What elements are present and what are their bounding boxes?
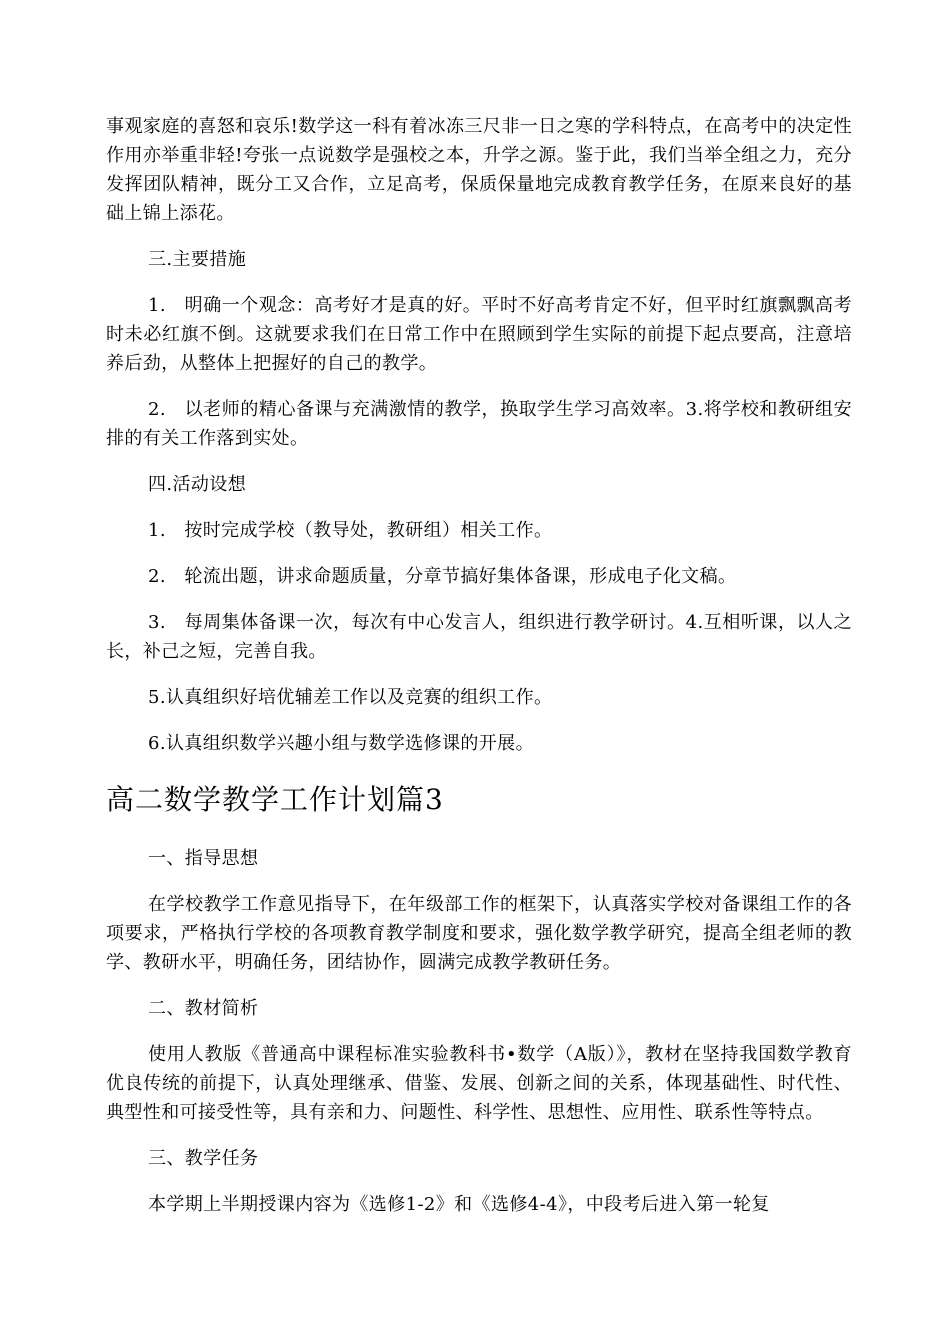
section-title: 高二数学教学工作计划篇3 bbox=[106, 783, 444, 816]
paragraph-activity-3: 3. 每周集体备课一次，每次有中心发言人，组织进行教学研讨。4.互相听课，以人之长，补己之短，完善自我。 bbox=[106, 612, 852, 662]
paragraph-activity-1: 1. 按时完成学校（教导处，教研组）相关工作。 bbox=[148, 520, 553, 541]
document-page bbox=[106, 112, 852, 1219]
paragraph-activity-5: 5.认真组织好培优辅差工作以及竞赛的组织工作。 bbox=[148, 687, 553, 708]
heading-teaching-tasks: 三、教学任务 bbox=[148, 1148, 259, 1169]
heading-main-measures: 三.主要措施 bbox=[148, 249, 247, 270]
paragraph-measure-1: 1. 明确一个观念：高考好才是真的好。平时不好高考肯定不好，但平时红旗飘飘高考时未必红旗不倒。这就要求我们在日常工作中在照顾到学生实际的前提下起点要高，注意培养后劲，从整体上把握好的自己的教学。 bbox=[106, 295, 852, 374]
paragraph-activity-6: 6.认真组织数学兴趣小组与数学选修课的开展。 bbox=[148, 733, 534, 754]
paragraph-guiding-ideology: 在学校教学工作意见指导下，在年级部工作的框架下，认真落实学校对备课组工作的各项要求，严格执行学校的各项教育教学制度和要求，强化数学教学研究，提高全组老师的教学、教研水平，明确任务，团结协作，圆满完成教学教研任务。 bbox=[106, 894, 852, 973]
paragraph-textbook-analysis: 使用人教版《普通高中课程标准实验教科书•数学（A版）》，教材在坚持我国数学教育优良传统的前提下，认真处理继承、借鉴、发展、创新之间的关系，体现基础性、时代性、典型性和可接受性等，具有亲和力、问题性、科学性、思想性、应用性、联系性等特点。 bbox=[106, 1044, 852, 1123]
heading-activity-plan: 四.活动设想 bbox=[148, 474, 247, 495]
paragraph-intro: 事观家庭的喜怒和哀乐!数学这一科有着冰冻三尺非一日之寒的学科特点，在高考中的决定性作用亦举重非轻!夸张一点说数学是强校之本，升学之源。鉴于此，我们当举全组之力，充分发挥团队精神，既分工又合作，立足高考，保质保量地完成教育教学任务，在原来良好的基础上锦上添花。 bbox=[106, 116, 852, 224]
paragraph-activity-2: 2. 轮流出题，讲求命题质量，分章节搞好集体备课，形成电子化文稿。 bbox=[148, 566, 737, 587]
paragraph-teaching-tasks: 本学期上半期授课内容为《选修1-2》和《选修4-4》，中段考后进入第一轮复 bbox=[148, 1194, 770, 1215]
paragraph-measure-2: 2. 以老师的精心备课与充满激情的教学，换取学生学习高效率。3.将学校和教研组安排的有关工作落到实处。 bbox=[106, 399, 852, 449]
heading-textbook-analysis: 二、教材简析 bbox=[148, 998, 259, 1019]
heading-guiding-ideology: 一、指导思想 bbox=[148, 848, 259, 869]
